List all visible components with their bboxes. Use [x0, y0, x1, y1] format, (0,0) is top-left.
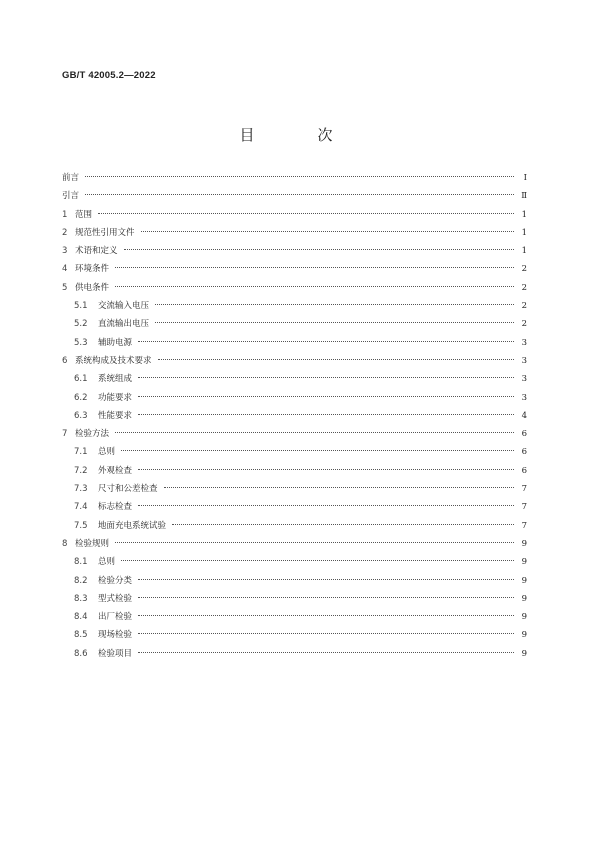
- toc-entry-page: 9: [521, 630, 527, 641]
- toc-dot-leader: [155, 304, 514, 305]
- toc-entry-label: 前言: [62, 173, 80, 183]
- toc-dot-leader: [138, 469, 514, 470]
- toc-entry-page: Ⅰ: [523, 173, 527, 183]
- toc-entry[interactable]: [62, 425, 527, 443]
- toc-entry[interactable]: [62, 535, 527, 553]
- toc-dot-leader: [138, 377, 514, 378]
- toc-entry-number: 7.5: [74, 520, 88, 531]
- toc-entry-label: 直流输出电压: [98, 319, 150, 330]
- toc-entry-number: 8.1: [74, 557, 88, 568]
- toc-entry-number: 6.3: [74, 410, 88, 421]
- table-of-contents: [62, 169, 527, 663]
- toc-entry[interactable]: [62, 297, 527, 315]
- toc-dot-leader: [121, 560, 514, 561]
- toc-entry-label: 型式检验: [98, 593, 133, 604]
- toc-entry-label: 尺寸和公差检查: [98, 484, 158, 495]
- toc-dot-leader: [155, 322, 514, 323]
- toc-entry-page: 9: [521, 648, 527, 659]
- toc-entry-number: 4: [62, 264, 68, 275]
- toc-entry[interactable]: [62, 352, 527, 370]
- toc-entry-number: 6.2: [74, 392, 88, 403]
- toc-entry[interactable]: [62, 462, 527, 480]
- toc-dot-leader: [138, 633, 514, 634]
- toc-entry-page: 6: [521, 429, 527, 440]
- toc-dot-leader: [138, 615, 514, 616]
- toc-entry-label: 引言: [62, 191, 80, 202]
- toc-entry-label: 系统构成及技术要求: [75, 355, 152, 366]
- toc-dot-leader: [115, 432, 514, 433]
- toc-entry-page: 7: [521, 484, 527, 495]
- toc-entry-page: 3: [521, 337, 527, 348]
- toc-entry-number: 5.1: [74, 301, 88, 312]
- toc-entry-label: 供电条件: [75, 282, 110, 293]
- toc-dot-leader: [85, 176, 514, 177]
- toc-entry-label: 检验方法: [75, 429, 110, 440]
- toc-entry-page: 1: [521, 209, 527, 220]
- toc-entry[interactable]: [62, 517, 527, 535]
- toc-entry-label: 标志检查: [98, 502, 133, 513]
- toc-entry-page: 2: [521, 301, 527, 312]
- toc-entry[interactable]: [62, 279, 527, 297]
- toc-entry-number: 1: [62, 209, 68, 220]
- toc-title: 目 次: [239, 126, 357, 144]
- toc-entry-label: 外观检查: [98, 465, 133, 476]
- toc-entry-number: 7.4: [74, 502, 88, 513]
- toc-entry-label: 总则: [98, 447, 116, 458]
- toc-entry-page: 1: [521, 246, 527, 257]
- toc-entry[interactable]: [62, 553, 527, 571]
- toc-entry-number: 5.2: [74, 319, 88, 330]
- toc-entry-label: 总则: [98, 557, 116, 568]
- toc-entry-number: 6.1: [74, 374, 88, 385]
- toc-entry-page: 9: [521, 612, 527, 623]
- toc-entry[interactable]: [62, 443, 527, 461]
- toc-entry-number: 5: [62, 282, 68, 293]
- toc-entry[interactable]: [62, 206, 527, 224]
- toc-entry-page: 9: [521, 538, 527, 549]
- toc-dot-leader: [115, 542, 514, 543]
- toc-entry-label: 检验项目: [98, 648, 133, 659]
- toc-dot-leader: [141, 231, 514, 232]
- toc-entry[interactable]: [62, 334, 527, 352]
- toc-dot-leader: [138, 597, 514, 598]
- toc-entry[interactable]: [62, 645, 527, 663]
- toc-entry-label: 检验分类: [98, 575, 133, 586]
- toc-entry[interactable]: [62, 370, 527, 388]
- toc-entry-label: 功能要求: [98, 392, 133, 403]
- toc-entry-label: 检验规则: [75, 538, 110, 549]
- toc-dot-leader: [138, 414, 514, 415]
- toc-entry-number: 6: [62, 355, 68, 366]
- toc-entry-number: 7: [62, 429, 68, 440]
- toc-entry-label: 辅助电源: [98, 337, 133, 348]
- toc-entry-page: 6: [521, 465, 527, 476]
- toc-entry-page: 2: [521, 264, 527, 275]
- toc-entry[interactable]: [62, 407, 527, 425]
- toc-entry[interactable]: [62, 315, 527, 333]
- toc-entry[interactable]: [62, 498, 527, 516]
- toc-entry-number: 8.3: [74, 593, 88, 604]
- toc-entry-label: 环境条件: [75, 264, 110, 275]
- toc-entry-number: 8: [62, 538, 68, 549]
- toc-entry[interactable]: [62, 590, 527, 608]
- toc-entry-label: 系统组成: [98, 374, 133, 385]
- toc-entry-number: 7.2: [74, 465, 88, 476]
- toc-entry[interactable]: [62, 242, 527, 260]
- toc-dot-leader: [115, 267, 514, 268]
- toc-dot-leader: [158, 359, 514, 360]
- toc-entry-number: 8.5: [74, 630, 88, 641]
- toc-entry-page: 9: [521, 593, 527, 604]
- toc-entry-label: 范围: [75, 209, 93, 220]
- toc-entry-number: 8.2: [74, 575, 88, 586]
- toc-entry-number: 8.4: [74, 612, 88, 623]
- toc-entry-page: 9: [521, 575, 527, 586]
- toc-entry-number: 3: [62, 246, 68, 257]
- toc-entry[interactable]: [62, 169, 527, 187]
- toc-entry-label: 性能要求: [98, 410, 133, 421]
- toc-entry-label: 地面充电系统试验: [98, 520, 167, 531]
- toc-entry[interactable]: [62, 389, 527, 407]
- toc-dot-leader: [138, 341, 514, 342]
- toc-entry[interactable]: [62, 224, 527, 242]
- toc-dot-leader: [115, 286, 514, 287]
- toc-entry-label: 规范性引用文件: [75, 227, 135, 238]
- toc-entry-page: Ⅱ: [521, 191, 527, 202]
- toc-entry[interactable]: [62, 626, 527, 644]
- toc-dot-leader: [138, 579, 514, 580]
- toc-dot-leader: [138, 396, 514, 397]
- toc-entry-page: 3: [521, 374, 527, 385]
- toc-entry-page: 7: [521, 520, 527, 531]
- toc-entry-page: 9: [521, 557, 527, 568]
- toc-dot-leader: [98, 213, 514, 214]
- toc-entry-page: 7: [521, 502, 527, 513]
- toc-dot-leader: [138, 505, 514, 506]
- toc-entry-page: 3: [521, 355, 527, 366]
- toc-entry[interactable]: [62, 480, 527, 498]
- toc-entry[interactable]: [62, 260, 527, 278]
- toc-entry[interactable]: [62, 572, 527, 590]
- standard-number: GB/T 42005.2—2022: [62, 70, 156, 81]
- toc-entry-page: 4: [521, 410, 527, 421]
- toc-dot-leader: [172, 524, 514, 525]
- toc-entry-number: 5.3: [74, 337, 88, 348]
- toc-entry-label: 现场检验: [98, 630, 133, 641]
- toc-entry-label: 出厂检验: [98, 612, 133, 623]
- toc-entry-number: 7.3: [74, 484, 88, 495]
- toc-entry-page: 3: [521, 392, 527, 403]
- toc-entry-page: 2: [521, 319, 527, 330]
- toc-dot-leader: [124, 249, 514, 250]
- toc-entry[interactable]: [62, 187, 527, 205]
- toc-entry-page: 2: [521, 282, 527, 293]
- toc-dot-leader: [164, 487, 514, 488]
- toc-dot-leader: [138, 652, 514, 653]
- toc-entry-label: 交流输入电压: [98, 301, 150, 312]
- toc-entry-page: 6: [521, 447, 527, 458]
- toc-entry-page: 1: [521, 227, 527, 238]
- toc-entry-number: 8.6: [74, 648, 88, 659]
- toc-entry-number: 2: [62, 227, 68, 238]
- toc-dot-leader: [121, 450, 514, 451]
- toc-entry[interactable]: [62, 608, 527, 626]
- toc-dot-leader: [85, 194, 514, 195]
- toc-entry-label: 术语和定义: [75, 246, 118, 257]
- toc-entry-number: 7.1: [74, 447, 88, 458]
